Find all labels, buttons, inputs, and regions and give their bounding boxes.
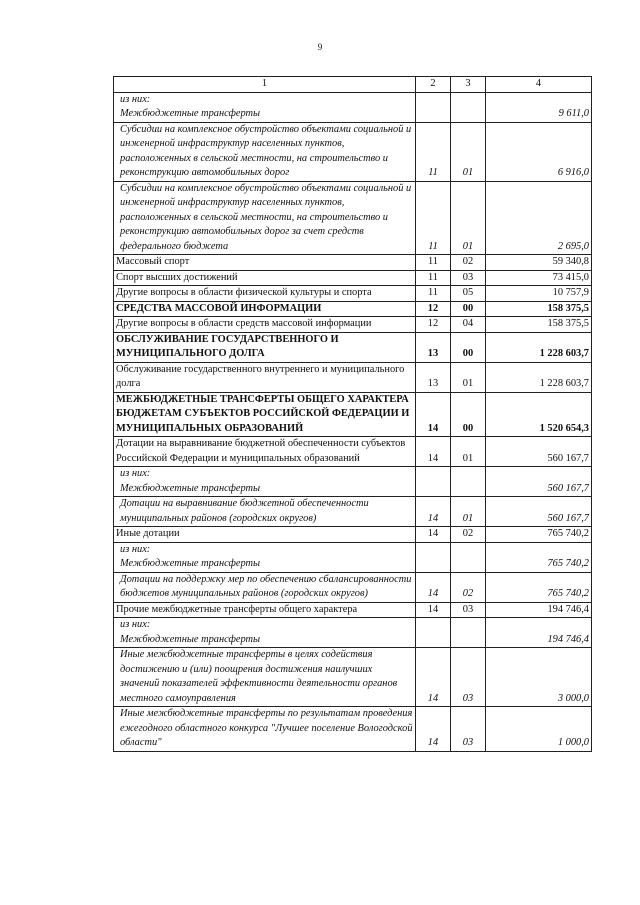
row-name-cell: Другие вопросы в области средств массовой информации <box>114 317 416 333</box>
row-section-cell <box>416 92 451 122</box>
row-subsection-cell <box>451 467 486 497</box>
row-name-cell: Иные межбюджетные трансферты по результатам проведения ежегодного областного конкурса "Лучшее поселение Вологодской области" <box>114 707 416 752</box>
table-row <box>114 467 592 497</box>
row-section-cell <box>416 542 451 572</box>
row-name-cell: из них: Межбюджетные трансферты <box>114 542 416 572</box>
row-subsection-cell <box>451 542 486 572</box>
row-section-cell <box>416 467 451 497</box>
row-amount-cell: 2 695,0 <box>486 181 592 255</box>
row-subsection-cell: 00 <box>451 392 486 437</box>
row-name-cell: Массовый спорт <box>114 255 416 271</box>
row-amount-cell: 560 167,7 <box>486 497 592 527</box>
table-row <box>114 392 592 437</box>
row-subsection-cell: 03 <box>451 707 486 752</box>
table-row <box>114 332 592 362</box>
page-number: 9 <box>317 42 323 52</box>
row-amount-cell: 6 916,0 <box>486 122 592 181</box>
row-amount-cell: 560 167,7 <box>486 467 592 497</box>
row-section-cell: 13 <box>416 362 451 392</box>
row-amount-cell: 194 746,4 <box>486 602 592 618</box>
row-subsection-cell: 02 <box>451 527 486 543</box>
row-subsection-cell <box>451 92 486 122</box>
row-section-cell: 14 <box>416 527 451 543</box>
row-name-cell: Иные межбюджетные трансферты в целях содействия достижению и (или) поощрения достижения наилучших значений показателей эффективности деятельности органов местного самоуправления <box>114 648 416 707</box>
header-col-1: 1 <box>114 77 416 93</box>
row-subsection-cell: 01 <box>451 181 486 255</box>
row-amount-cell: 1 228 603,7 <box>486 362 592 392</box>
row-section-cell: 14 <box>416 437 451 467</box>
row-name-cell: Иные дотации <box>114 527 416 543</box>
table-row <box>114 286 592 302</box>
row-section-cell: 14 <box>416 602 451 618</box>
row-amount-cell: 1 000,0 <box>486 707 592 752</box>
header-col-4: 4 <box>486 77 592 93</box>
table-row <box>114 255 592 271</box>
row-subsection-cell: 02 <box>451 255 486 271</box>
row-subsection-cell <box>451 618 486 648</box>
table-row <box>114 181 592 255</box>
header-col-2: 2 <box>416 77 451 93</box>
header-col-3: 3 <box>451 77 486 93</box>
table-row <box>114 301 592 317</box>
row-name-cell: Прочие межбюджетные трансферты общего характера <box>114 602 416 618</box>
row-amount-cell: 59 340,8 <box>486 255 592 271</box>
row-section-cell: 14 <box>416 497 451 527</box>
row-amount-cell: 10 757,9 <box>486 286 592 302</box>
table-row <box>114 317 592 333</box>
table-row <box>114 122 592 181</box>
row-subsection-cell: 01 <box>451 122 486 181</box>
row-amount-cell: 73 415,0 <box>486 270 592 286</box>
row-name-cell: из них: Межбюджетные трансферты <box>114 467 416 497</box>
row-amount-cell: 194 746,4 <box>486 618 592 648</box>
budget-table <box>113 76 592 752</box>
table-row <box>114 437 592 467</box>
row-name-cell: Дотации на выравнивание бюджетной обеспеченности субъектов Российской Федерации и муниципальных образований <box>114 437 416 467</box>
table-row <box>114 648 592 707</box>
row-name-cell: Субсидии на комплексное обустройство объектами социальной и инженерной инфраструктур населенных пунктов, расположенных в сельской местности, на строительство и реконструкцию автомобильных дорог за счет средств федерального бюджета <box>114 181 416 255</box>
row-amount-cell: 560 167,7 <box>486 437 592 467</box>
row-name-cell: ОБСЛУЖИВАНИЕ ГОСУДАРСТВЕННОГО И МУНИЦИПАЛЬНОГО ДОЛГА <box>114 332 416 362</box>
table-row <box>114 92 592 122</box>
row-amount-cell: 1 520 654,3 <box>486 392 592 437</box>
table-row <box>114 542 592 572</box>
row-name-cell: Другие вопросы в области физической культуры и спорта <box>114 286 416 302</box>
row-subsection-cell: 03 <box>451 270 486 286</box>
row-section-cell: 14 <box>416 392 451 437</box>
row-section-cell: 12 <box>416 317 451 333</box>
row-amount-cell: 158 375,5 <box>486 317 592 333</box>
row-amount-cell: 9 611,0 <box>486 92 592 122</box>
row-section-cell: 13 <box>416 332 451 362</box>
row-section-cell: 14 <box>416 707 451 752</box>
row-section-cell: 11 <box>416 270 451 286</box>
table-row <box>114 618 592 648</box>
row-subsection-cell: 03 <box>451 602 486 618</box>
row-section-cell: 14 <box>416 572 451 602</box>
row-section-cell: 11 <box>416 181 451 255</box>
row-name-cell: из них: Межбюджетные трансферты <box>114 618 416 648</box>
row-name-cell: Субсидии на комплексное обустройство объектами социальной и инженерной инфраструктур населенных пунктов, расположенных в сельской местности, на строительство и реконструкцию автомобильных дорог <box>114 122 416 181</box>
row-amount-cell: 765 740,2 <box>486 527 592 543</box>
row-section-cell: 11 <box>416 286 451 302</box>
table-row <box>114 707 592 752</box>
row-amount-cell: 3 000,0 <box>486 648 592 707</box>
row-subsection-cell: 00 <box>451 332 486 362</box>
table-row <box>114 602 592 618</box>
header-row <box>114 77 592 93</box>
table-row <box>114 497 592 527</box>
row-section-cell <box>416 618 451 648</box>
budget-table-body <box>114 77 592 752</box>
table-row <box>114 362 592 392</box>
row-subsection-cell: 00 <box>451 301 486 317</box>
row-section-cell: 11 <box>416 255 451 271</box>
row-subsection-cell: 02 <box>451 572 486 602</box>
row-subsection-cell: 01 <box>451 437 486 467</box>
row-name-cell: МЕЖБЮДЖЕТНЫЕ ТРАНСФЕРТЫ ОБЩЕГО ХАРАКТЕРА БЮДЖЕТАМ СУБЪЕКТОВ РОССИЙСКОЙ ФЕДЕРАЦИИ И МУНИЦИПАЛЬНЫХ ОБРАЗОВАНИЙ <box>114 392 416 437</box>
table-row <box>114 270 592 286</box>
row-amount-cell: 765 740,2 <box>486 542 592 572</box>
row-subsection-cell: 03 <box>451 648 486 707</box>
row-subsection-cell: 04 <box>451 317 486 333</box>
row-name-cell: Обслуживание государственного внутреннего и муниципального долга <box>114 362 416 392</box>
row-section-cell: 11 <box>416 122 451 181</box>
row-name-cell: из них: Межбюджетные трансферты <box>114 92 416 122</box>
row-name-cell: Дотации на поддержку мер по обеспечению сбалансированности бюджетов муниципальных районов (городских округов) <box>114 572 416 602</box>
row-amount-cell: 158 375,5 <box>486 301 592 317</box>
row-name-cell: Дотации на выравнивание бюджетной обеспеченности муниципальных районов (городских округов) <box>114 497 416 527</box>
row-subsection-cell: 01 <box>451 497 486 527</box>
row-section-cell: 12 <box>416 301 451 317</box>
table-row <box>114 527 592 543</box>
row-subsection-cell: 01 <box>451 362 486 392</box>
row-amount-cell: 1 228 603,7 <box>486 332 592 362</box>
row-section-cell: 14 <box>416 648 451 707</box>
table-row <box>114 572 592 602</box>
row-amount-cell: 765 740,2 <box>486 572 592 602</box>
row-name-cell: Спорт высших достижений <box>114 270 416 286</box>
row-name-cell: СРЕДСТВА МАССОВОЙ ИНФОРМАЦИИ <box>114 301 416 317</box>
row-subsection-cell: 05 <box>451 286 486 302</box>
